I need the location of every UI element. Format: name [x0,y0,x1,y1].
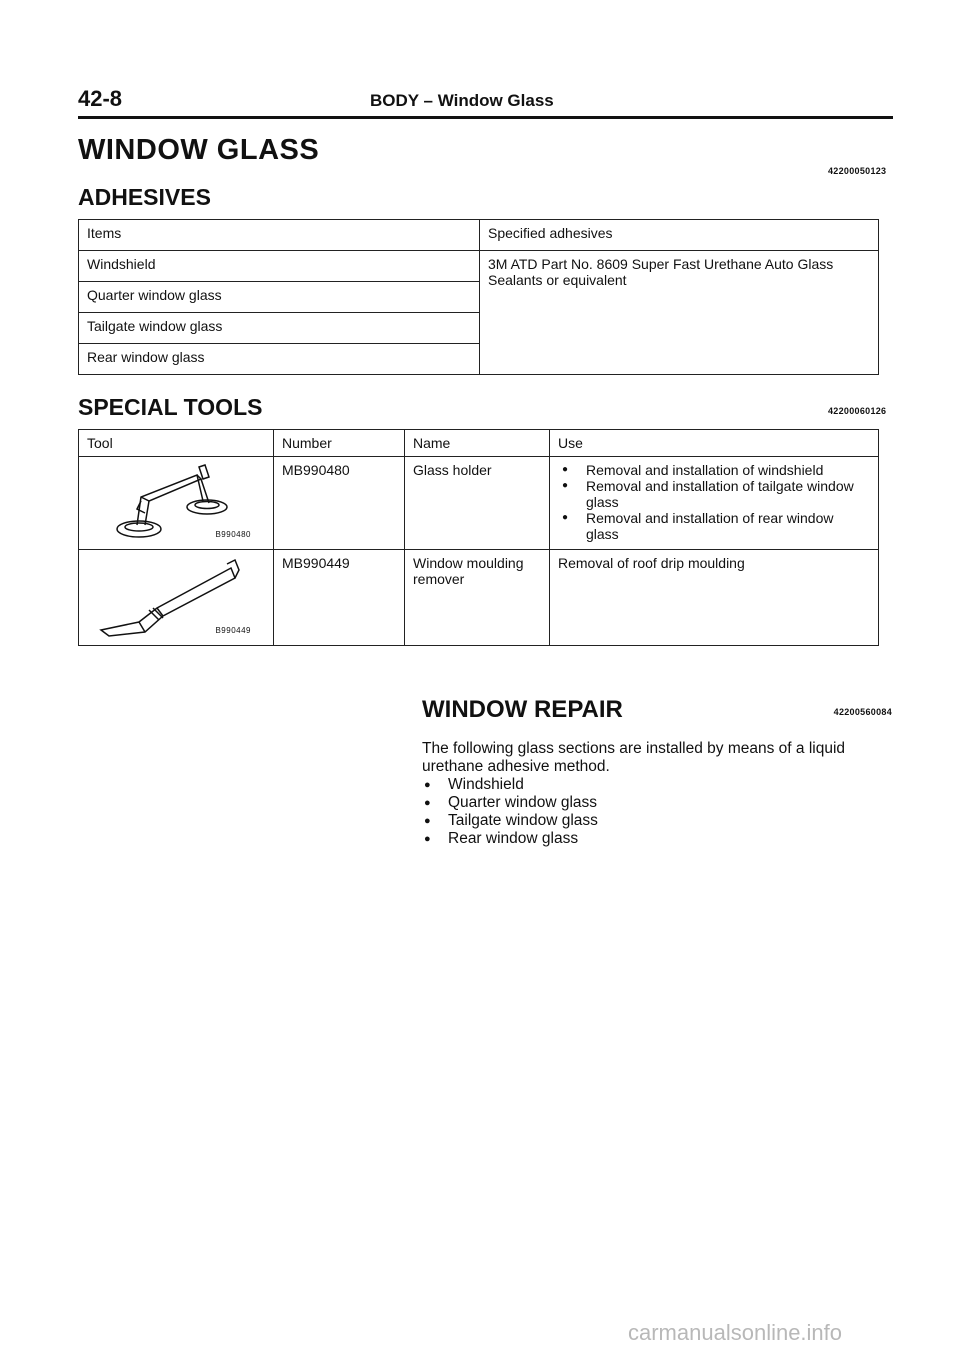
adhesives-title: ADHESIVES [78,184,211,210]
table-row [79,550,879,646]
tool-number: MB990480 [274,457,405,550]
table-row [79,457,879,550]
list-item: ● Removal and installation of tailgate window glass [558,478,870,510]
list-item: ● Quarter window glass [422,794,892,812]
tool-use [550,457,879,550]
tool-caption: B990480 [215,530,251,539]
item-cell: Windshield [79,251,480,282]
section-code: 42200050123 [828,166,887,176]
tool-number: MB990449 [274,550,405,646]
column-header-specified: Specified adhesives [480,220,879,251]
column-header-tool: Tool [79,430,274,457]
adhesives-table [78,219,879,375]
section-title: WINDOW GLASS [78,134,320,166]
table-row [79,430,879,457]
specified-adhesive-cell: 3M ATD Part No. 8609 Super Fast Urethane Auto Glass Sealants or equivalent [480,251,879,375]
table-row [79,220,879,251]
page-number: 42-8 [78,86,123,111]
column-header-use: Use [550,430,879,457]
list-item: ● Windshield [422,776,892,794]
tool-image-cell [79,550,274,646]
list-item: ● Removal and installation of rear window glass [558,510,870,542]
item-cell: Rear window glass [79,344,480,375]
tool-image-cell [79,457,274,550]
header-rule [78,116,893,119]
window-repair-intro: The following glass sections are installed by means of a liquid urethane adhesive method. [422,740,846,775]
item-cell: Quarter window glass [79,282,480,313]
special-tools-title: SPECIAL TOOLS [78,394,263,420]
use-list [558,462,870,542]
window-repair-title: WINDOW REPAIR [422,696,623,723]
running-header: BODY – Window Glass [370,91,554,110]
tool-name: Glass holder [405,457,550,550]
tool-caption: B990449 [215,626,251,635]
window-repair-code: 42200560084 [833,707,892,717]
window-repair-list [422,776,892,848]
list-item: ● Tailgate window glass [422,812,892,830]
watermark: carmanualsonline.info [628,1320,843,1345]
list-item: ● Removal and installation of windshield [558,462,870,478]
special-tools-code: 42200060126 [828,406,887,416]
item-cell: Tailgate window glass [79,313,480,344]
special-tools-table [78,429,879,646]
column-header-number: Number [274,430,405,457]
window-repair-section [422,696,892,848]
list-item: ● Rear window glass [422,830,892,848]
column-header-items: Items [79,220,480,251]
table-row [79,251,879,282]
column-header-name: Name [405,430,550,457]
tool-use: Removal of roof drip moulding [550,550,879,646]
tool-name: Window moulding remover [405,550,550,646]
